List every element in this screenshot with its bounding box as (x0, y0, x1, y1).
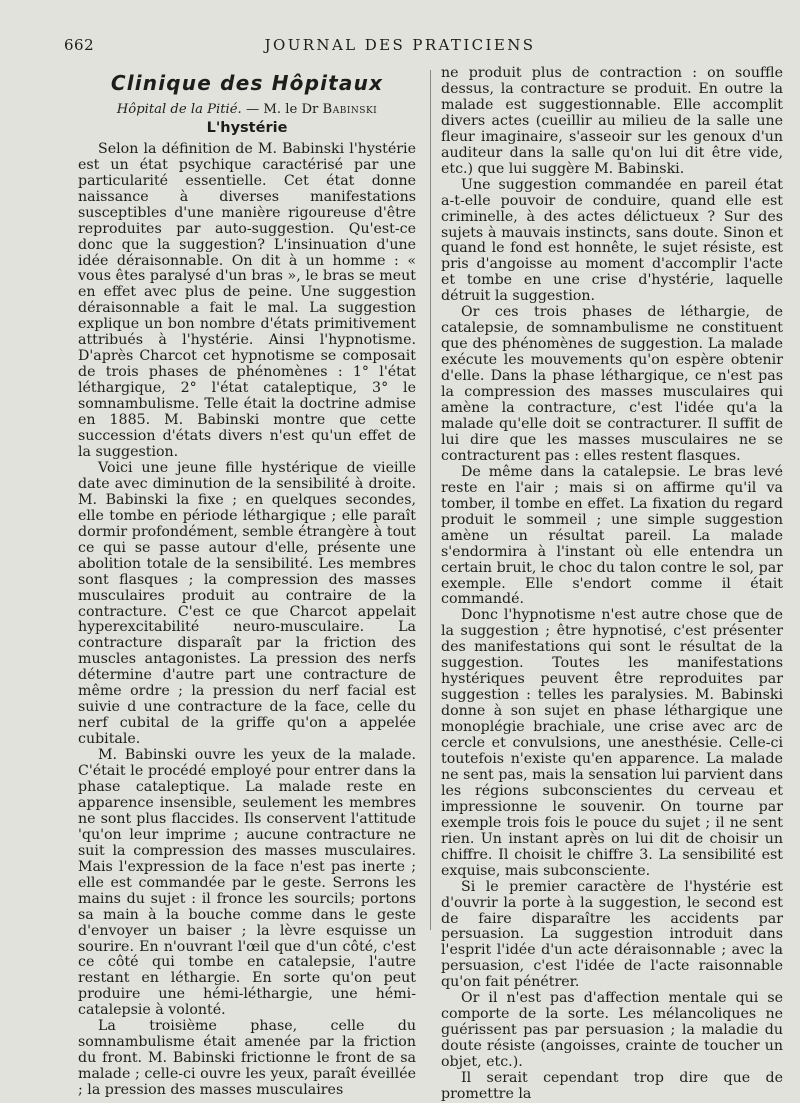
paragraph: Selon la définition de M. Babinski l'hystérie est un état psychique caractérisé par une particularité essentielle. Cet état donne naissance à diverses manifestations susceptibles d'une manière rigoureuse d'être reproduites par auto-suggestion. Qu'est-ce donc que la suggestion? L'insinuation d'une idée déraisonnable. On dit à un homme : « vous êtes paralysé d'un bras », le bras se meut en effet avec plus de peine. Une suggestion déraisonnable a fait le mal. La suggestion explique un bon nombre d'états primitivement attribués à l'hystérie. Ainsi l'hypnotisme. D'après Charcot cet hypnotisme se composait de trois phases de phénomènes : 1° l'état léthargique, 2° l'état cataleptique, 3° le somnambulisme. Telle était la doctrine admise en 1885. M. Babinski montre que cette succession d'états divers n'est qu'un effet de la suggestion. (78, 140, 416, 460)
paragraph: Voici une jeune fille hystérique de vieille date avec diminution de la sensibilité à droite. M. Babinski la fixe ; en quelques secondes, elle tombe en période léthargique ; elle paraît dormir profondément, semble étrangère à tout ce qui se passe autour d'elle, présente une abolition totale de la sensibilité. Les membres sont flasques ; la compression des masses musculaires produit au contraire de la contracture. C'est ce que Charcot appelait hyperexcitabilité neuro-musculaire. La contracture disparaît par la friction des muscles antagonistes. La pression des nerfs détermine d'autre part une contracture de même ordre ; la pression du nerf facial est suivie d une contracture de la face, celle du nerf cubital de la griffe qu'on a appelée cubitale. (78, 459, 416, 748)
doctor-name: Babinski (322, 101, 378, 117)
paragraph: Or ces trois phases de léthargie, de catalepsie, de somnambulisme ne constituent que des phénomènes de suggestion. La malade exécute les mouvements qu'on espère obtenir d'elle. Dans la phase léthargique, ce n'est pas la compression des masses musculaires qui amène la contracture, c'est l'idée qu'a la malade qu'elle doit se contracturer. Il suffit de lui dire que les masses musculaires ne se contracturent pas : elles restent flasques. (441, 304, 783, 464)
paragraph: Une suggestion commandée en pareil état a-t-elle pouvoir de conduire, quand elle est criminelle, à des actes délictueux ? Sur des sujets à mauvais instincts, sans doute. Sinon et quand le fond est honnête, le sujet résiste, est pris d'angoisse au moment d'accomplir l'acte et tombe en une crise d'hystérie, laquelle détruit la suggestion. (441, 176, 783, 305)
running-header: JOURNAL DES PRATICIENS (264, 36, 536, 54)
article-columns (78, 65, 783, 1102)
paragraph: Il serait cependant trop dire que de promettre la (441, 1070, 783, 1102)
byline (78, 102, 416, 118)
byline-dash: — (245, 101, 260, 117)
hospital-name: Hôpital de la Pitié. (116, 101, 242, 117)
column-divider (430, 70, 431, 930)
paragraph: M. Babinski ouvre les yeux de la malade. C'était le procédé employé pour entrer dans la phase cataleptique. La malade reste en apparence insensible, seulement les membres ne sont plus flaccides. Ils conservent l'attitude 'qu'on leur imprime ; aucune contracture ne suit la compression des masses musculaires. Mais l'expression de la face n'est pas inerte ; elle est commandée par le geste. Serrons les mains du sujet : il fronce les sourcils; portons sa main à la bouche comme dans le geste d'envoyer un baiser ; la lèvre esquisse un sourire. En n'ouvrant l'œil que d'un côté, c'est ce côté qui tombe en catalepsie, l'autre restant en léthargie. En sorte qu'on peut produire une hémi-léthargie, une hémi-catalepsie à volonté. (78, 747, 416, 1019)
paragraph: De même dans la catalepsie. Le bras levé reste en l'air ; mais si on affirme qu'il va tomber, il tombe en effet. La fixation du regard produit le sommeil ; une simple suggestion amène un résultat pareil. La malade s'endormira à l'instant où elle entendra un certain bruit, le choc du talon contre le sol, par exemple. Elle s'endort comme il était commandé. (441, 463, 783, 608)
paragraph-continuation: ne produit plus de contraction : on souffle dessus, la contracture se produit. En outre la malade est suggestionnable. Elle accomplit divers actes (cueillir au milieu de la salle une fleur imaginaire, s'asseoir sur les genoux d'un auditeur dans la salle qu'on lui dit être vide, etc.) que lui suggère M. Babinski. (441, 65, 783, 177)
paragraph: Donc l'hypnotisme n'est autre chose que de la suggestion ; être hypnotisé, c'est présenter des manifestations qui sont le résultat de la suggestion. Toutes les manifestations hystériques peuvent être reproduites par suggestion : telles les paralysies. M. Babinski donne à son sujet en phase léthargique une monoplégie brachiale, une crise avec arc de cercle et convulsions, une anesthésie. Celle-ci toutefois n'existe qu'en apparence. La malade ne sent pas, mais la sensation lui parvient dans les régions subconscientes du cerveau et impressionne le souvenir. On tourne par exemple trois fois le pouce du sujet ; il ne sent rien. Un instant après on lui dit de choisir un chiffre. Il choisit le chiffre 3. La sensibilité est exquise, mais subconsciente. (441, 607, 783, 879)
paragraph: Si le premier caractère de l'hystérie est d'ouvrir la porte à la suggestion, le second est de faire disparaître les accidents par persuasion. La suggestion introduit dans l'esprit l'idée d'un acte déraisonnable ; avec la persuasion, c'est l'idée de l'acte raisonnable qu'on fait pénétrer. (441, 878, 783, 991)
paragraph: Or il n'est pas d'affection mentale qui se comporte de la sorte. Les mélancoliques ne guérissent pas par persuasion ; la maladie du doute résiste (angoisses, crainte de toucher un objet, etc.). (441, 990, 783, 1071)
paragraph: La troisième phase, celle du somnambulisme était amenée par la friction du front. M. Babinski frictionne le front de sa malade ; celle-ci ouvre les yeux, paraît éveillée ; la pression des masses musculaires (78, 1018, 416, 1099)
left-column (78, 66, 416, 1099)
page-number: 662 (64, 36, 95, 54)
doctor-prefix: M. le Dr (263, 101, 319, 117)
right-column (441, 65, 783, 1102)
article-title: L'hystérie (206, 119, 288, 136)
section-title: Clinique des Hôpitaux (110, 71, 384, 95)
